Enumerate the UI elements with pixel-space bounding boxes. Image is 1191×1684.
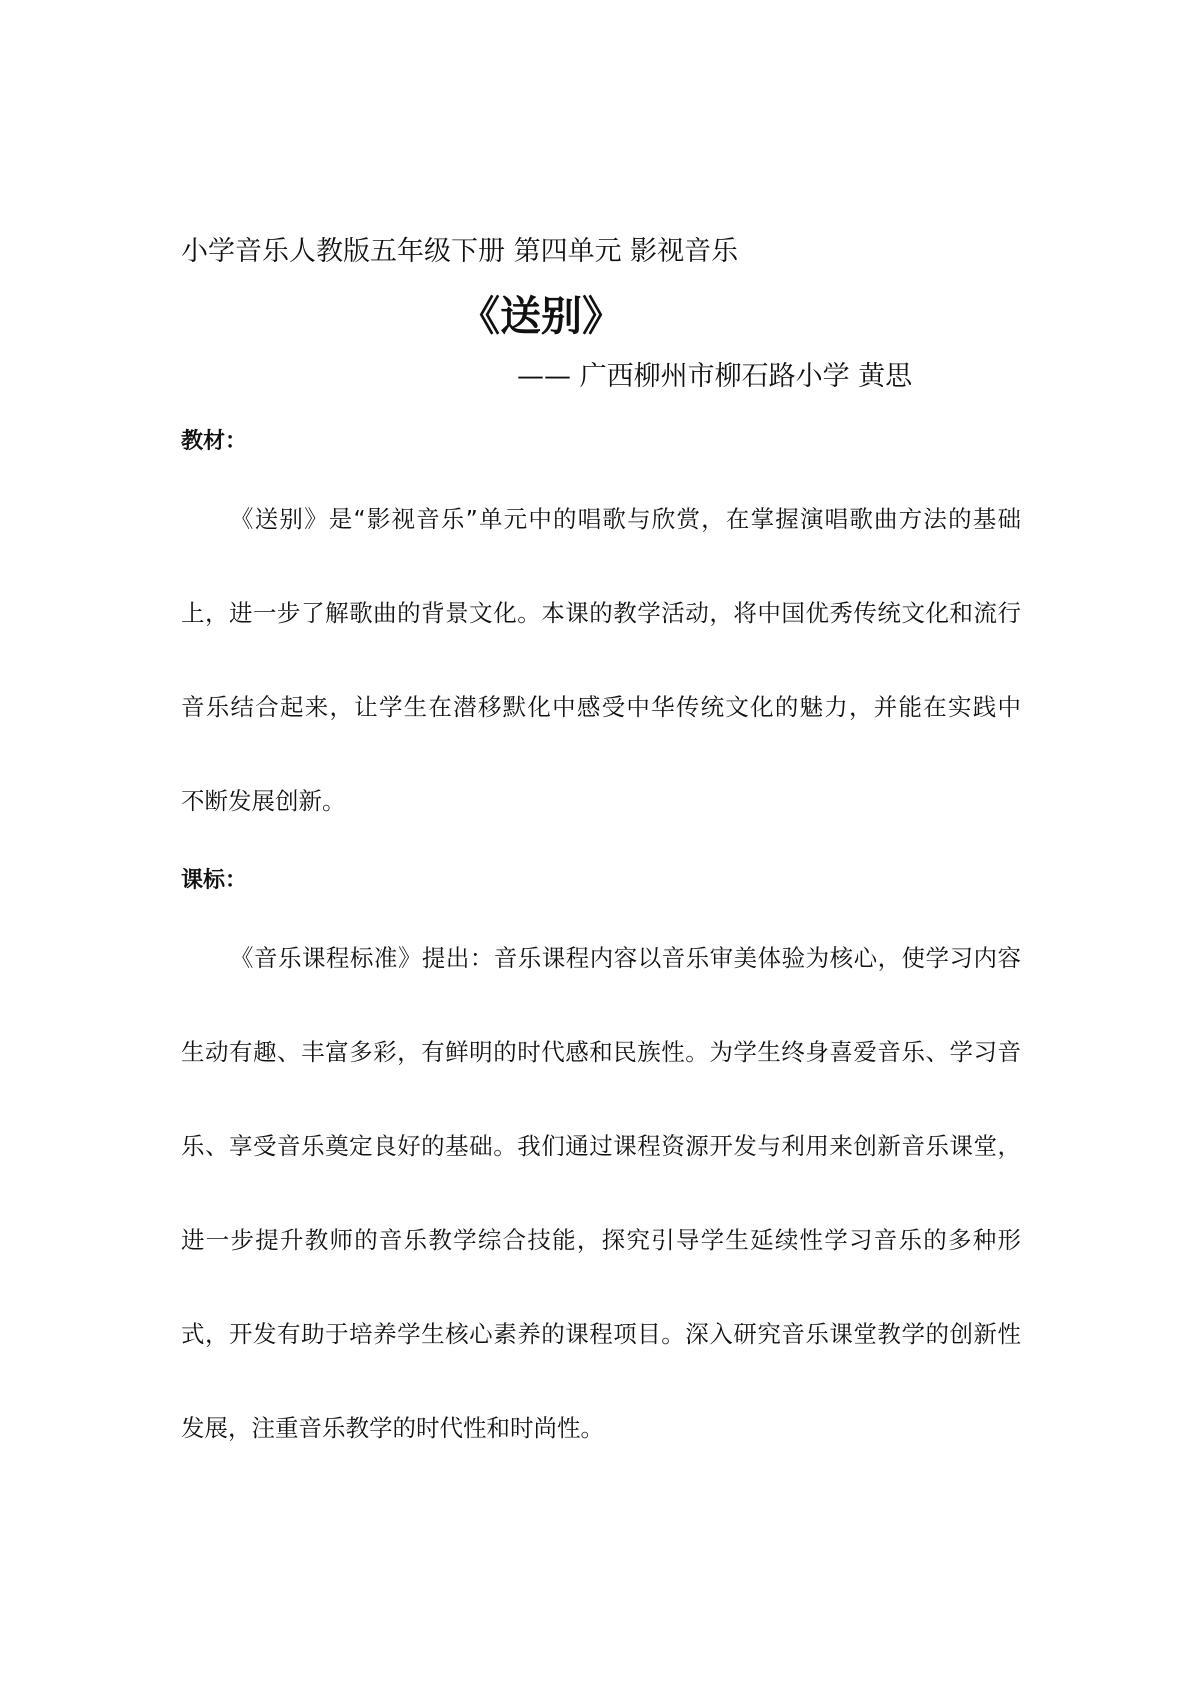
unit-line: 小学音乐人教版五年级下册 第四单元 影视音乐 xyxy=(181,236,739,267)
paragraph-line: 发展，注重音乐教学的时代性和时尚性。 xyxy=(181,1414,604,1442)
paragraph-line: 《送别》是“影视音乐”单元中的唱歌与欣赏，在掌握演唱歌曲方法的基础 xyxy=(230,505,1021,533)
paragraph-line: 进一步提升教师的音乐教学综合技能，探究引导学生延续性学习音乐的多种形 xyxy=(181,1226,1021,1254)
paragraph-line: 不断发展创新。 xyxy=(181,787,346,815)
paragraph-line: 音乐结合起来，让学生在潜移默化中感受中华传统文化的魅力，并能在实践中 xyxy=(181,693,1021,721)
section-heading-textbook: 教材： xyxy=(181,429,248,454)
author-line: —— 广西柳州市柳石路小学 黄思 xyxy=(517,361,913,392)
paragraph-line: 《音乐课程标准》提出：音乐课程内容以音乐审美体验为核心，使学习内容 xyxy=(230,944,1021,972)
paragraph-line: 乐、享受音乐奠定良好的基础。我们通过课程资源开发与利用来创新音乐课堂， xyxy=(181,1132,1021,1160)
paragraph-line: 上，进一步了解歌曲的背景文化。本课的教学活动，将中国优秀传统文化和流行 xyxy=(181,599,1021,627)
paragraph-line: 式，开发有助于培养学生核心素养的课程项目。深入研究音乐课堂教学的创新性 xyxy=(181,1320,1021,1348)
section-heading-curriculum-standard: 课标： xyxy=(181,868,248,893)
paragraph-line: 生动有趣、丰富多彩，有鲜明的时代感和民族性。为学生终身喜爱音乐、学习音 xyxy=(181,1038,1021,1066)
lesson-title: 《送别》 xyxy=(459,292,623,340)
